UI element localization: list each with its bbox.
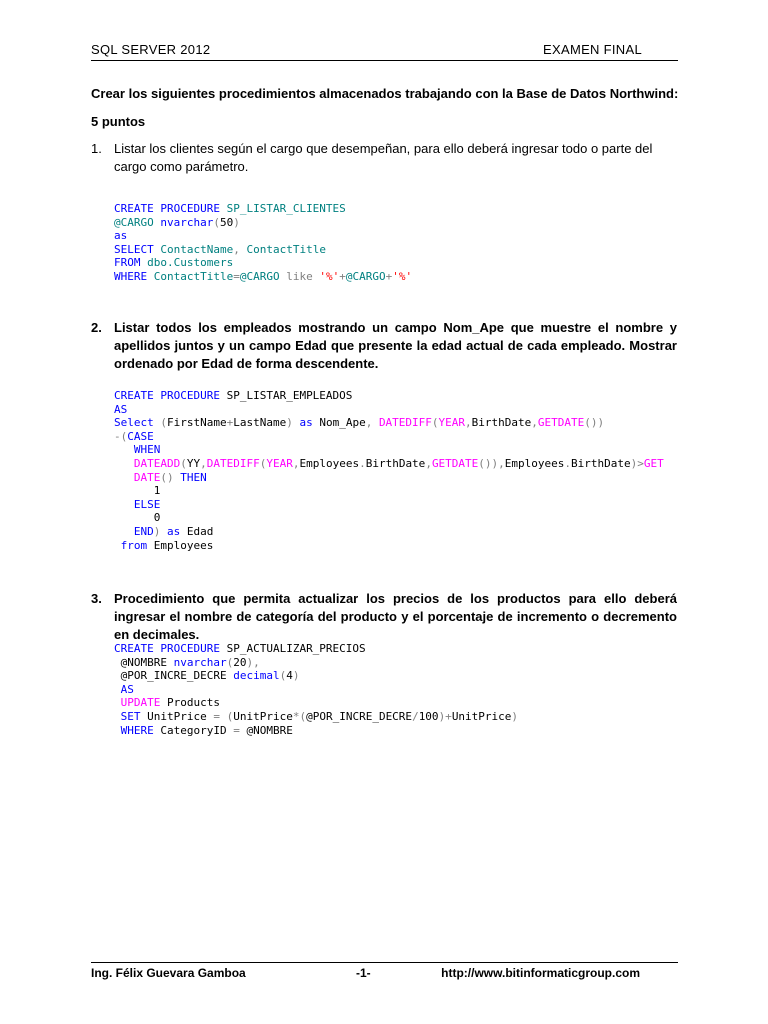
code-line bbox=[114, 656, 518, 670]
code-token: '%' bbox=[319, 269, 340, 283]
code-token: nvarchar bbox=[173, 655, 227, 669]
header-exam-title: EXAMEN FINAL bbox=[543, 42, 642, 57]
code-token: ( bbox=[160, 416, 167, 430]
code-token: ), bbox=[246, 655, 260, 669]
code-token: from bbox=[120, 538, 154, 552]
code-token: , bbox=[292, 456, 300, 470]
code-token: WHERE bbox=[120, 723, 161, 737]
code-token: '%' bbox=[392, 269, 413, 283]
code-token: CREATE PROCEDURE bbox=[114, 389, 227, 402]
code-token: FirstName bbox=[166, 416, 227, 430]
code-token: , bbox=[200, 456, 207, 470]
code-token: 100 bbox=[418, 709, 439, 723]
code-token: CategoryID bbox=[160, 723, 234, 737]
code-token: like bbox=[286, 269, 320, 283]
code-token: , bbox=[233, 242, 247, 256]
code-token: , bbox=[425, 456, 432, 470]
code-token bbox=[114, 710, 121, 723]
code-line bbox=[114, 430, 664, 444]
code-token bbox=[114, 457, 134, 470]
code-token: END bbox=[133, 524, 154, 538]
code-token: )+ bbox=[438, 709, 452, 723]
code-token: 1 bbox=[114, 484, 161, 498]
code-token bbox=[114, 498, 134, 511]
code-token bbox=[114, 443, 134, 456]
code-token: LastName bbox=[233, 416, 287, 430]
code-token: ( bbox=[259, 456, 267, 470]
code-token: @CARGO bbox=[239, 269, 287, 283]
code-token: nvarchar bbox=[160, 215, 214, 229]
code-token: . bbox=[359, 456, 366, 470]
instructions-heading: Crear los siguientes procedimientos almacenados trabajando con la Base de Datos Northwind: bbox=[91, 86, 679, 101]
code-token: @CARGO bbox=[345, 269, 386, 283]
code-token: ) bbox=[286, 416, 300, 430]
code-token: ContactName bbox=[160, 242, 234, 256]
code-line bbox=[114, 710, 518, 724]
question-number: 3. bbox=[91, 591, 102, 606]
code-token: ) bbox=[292, 669, 300, 683]
code-token: ( bbox=[213, 215, 220, 229]
code-token: GETDATE bbox=[537, 416, 585, 430]
code-line bbox=[114, 270, 412, 284]
code-token: , bbox=[531, 416, 538, 430]
question-text: Listar todos los empleados mostrando un campo Nom_Ape que muestre el nombre y apellidos juntos y un campo Edad que presente la edad actual de cada empleado. Mostrar ordenado por Edad de forma descendente. bbox=[114, 320, 677, 371]
code-token: 0 bbox=[114, 511, 161, 525]
code-token: AS bbox=[114, 402, 128, 416]
code-token: THEN bbox=[180, 470, 207, 484]
code-token: YEAR bbox=[266, 456, 293, 470]
code-line bbox=[114, 416, 664, 430]
code-token bbox=[114, 525, 134, 538]
code-token bbox=[114, 539, 121, 552]
code-token: BirthDate bbox=[571, 456, 631, 470]
code-block-2 bbox=[114, 389, 664, 552]
code-token: Select bbox=[114, 416, 161, 430]
code-token: DATEDIFF bbox=[206, 456, 260, 470]
code-token: UnitPrice bbox=[451, 709, 512, 723]
code-token: + bbox=[339, 269, 346, 283]
code-block-3 bbox=[114, 642, 518, 737]
code-token: () bbox=[160, 470, 181, 484]
code-token: SELECT bbox=[114, 242, 161, 256]
code-token: UPDATE bbox=[120, 696, 167, 710]
code-token: . bbox=[564, 456, 572, 470]
code-token: YEAR bbox=[438, 416, 466, 430]
code-line bbox=[114, 539, 664, 553]
code-token: @POR_INCRE_DECRE bbox=[306, 709, 413, 723]
code-token: DATE bbox=[133, 470, 161, 484]
code-token: CASE bbox=[127, 429, 154, 443]
code-token: ContactTitle bbox=[246, 242, 326, 256]
code-token: SET bbox=[120, 709, 148, 723]
code-token: dbo.Customers bbox=[147, 256, 234, 270]
code-token: 50 bbox=[219, 215, 234, 229]
code-token: ( bbox=[180, 456, 187, 470]
code-token: GETDATE bbox=[431, 456, 479, 470]
code-token: AS bbox=[120, 682, 134, 696]
points-label: 5 puntos bbox=[91, 114, 146, 129]
code-line bbox=[114, 683, 518, 697]
code-token: + bbox=[226, 416, 234, 430]
code-token: as bbox=[167, 524, 187, 538]
code-token: Employees bbox=[299, 456, 360, 470]
code-token: Edad bbox=[186, 524, 214, 538]
code-token bbox=[114, 471, 134, 484]
code-line bbox=[114, 243, 412, 257]
code-token: CREATE PROCEDURE bbox=[114, 642, 227, 655]
code-token: = bbox=[233, 723, 247, 737]
code-token: @CARGO bbox=[114, 215, 161, 229]
code-token: GET bbox=[643, 456, 664, 470]
code-token: Employees bbox=[504, 456, 565, 470]
code-token: *( bbox=[292, 709, 307, 723]
code-token: ()) bbox=[584, 416, 605, 430]
code-token: SP_LISTAR_CLIENTES bbox=[226, 202, 346, 215]
code-token: = ( bbox=[213, 709, 234, 723]
code-token: ) bbox=[153, 524, 167, 538]
code-token: Nom_Ape bbox=[319, 416, 366, 430]
code-token: as bbox=[299, 416, 320, 430]
code-token bbox=[114, 683, 121, 696]
footer-page-number: -1- bbox=[356, 966, 371, 980]
code-line bbox=[114, 511, 664, 525]
code-line bbox=[114, 229, 412, 243]
code-token: ()), bbox=[478, 456, 505, 470]
code-token: WHERE bbox=[114, 269, 154, 283]
code-line bbox=[114, 642, 518, 656]
code-token: SP_ACTUALIZAR_PRECIOS bbox=[226, 642, 366, 655]
code-token: DATEADD bbox=[133, 456, 181, 470]
code-token: YY bbox=[186, 456, 201, 470]
code-line bbox=[114, 525, 664, 539]
code-token: SP_LISTAR_EMPLEADOS bbox=[226, 389, 353, 402]
code-token bbox=[114, 724, 121, 737]
page-header bbox=[91, 42, 678, 61]
code-line bbox=[114, 403, 664, 417]
question-number: 1. bbox=[91, 141, 102, 156]
code-line bbox=[114, 471, 664, 485]
code-block-1 bbox=[114, 202, 412, 284]
question-text: Listar los clientes según el cargo que desempeñan, para ello deberá ingresar todo o parte del cargo como parámetro. bbox=[114, 141, 653, 174]
code-line bbox=[114, 484, 664, 498]
code-token: UnitPrice bbox=[147, 709, 214, 723]
code-line bbox=[114, 216, 412, 230]
code-token: ( bbox=[431, 416, 439, 430]
header-course-title: SQL SERVER 2012 bbox=[91, 42, 211, 57]
question-text: Procedimiento que permita actualizar los precios de los productos para ello deberá ingresar el nombre de categoría del producto y el porcentaje de incremento o decremento en decimales. bbox=[114, 591, 677, 642]
code-line bbox=[114, 389, 664, 403]
code-line bbox=[114, 498, 664, 512]
footer-url: http://www.bitinformaticgroup.com bbox=[441, 966, 640, 980]
code-token: BirthDate bbox=[365, 456, 426, 470]
code-line bbox=[114, 443, 664, 457]
code-token: BirthDate bbox=[471, 416, 532, 430]
code-line bbox=[114, 724, 518, 738]
code-token: + bbox=[385, 269, 393, 283]
code-token: ELSE bbox=[133, 497, 161, 511]
code-token: ( bbox=[279, 669, 287, 683]
code-token: ) bbox=[233, 215, 240, 229]
code-token: FROM bbox=[114, 256, 148, 270]
code-token: DATEDIFF bbox=[378, 416, 432, 430]
code-token: @POR_INCRE_DECRE bbox=[114, 669, 234, 683]
question-2 bbox=[91, 319, 677, 373]
code-line bbox=[114, 696, 518, 710]
code-token bbox=[114, 696, 121, 709]
code-token: , bbox=[465, 416, 472, 430]
code-token: UnitPrice bbox=[233, 709, 293, 723]
page-footer bbox=[91, 962, 678, 983]
question-1 bbox=[91, 140, 677, 176]
code-token: ContactTitle bbox=[153, 269, 234, 283]
code-token: )> bbox=[630, 456, 644, 470]
code-line bbox=[114, 202, 412, 216]
code-token: Employees bbox=[153, 538, 214, 552]
code-token: , bbox=[365, 416, 379, 430]
code-token: as bbox=[114, 229, 128, 243]
code-line bbox=[114, 256, 412, 270]
code-token: / bbox=[412, 709, 419, 723]
code-line bbox=[114, 669, 518, 683]
code-token: WHEN bbox=[133, 443, 161, 457]
code-token: 4 bbox=[286, 669, 293, 683]
code-line bbox=[114, 457, 664, 471]
question-3 bbox=[91, 590, 677, 644]
code-token: @NOMBRE bbox=[114, 655, 174, 669]
code-token: = bbox=[233, 269, 240, 283]
code-token: decimal bbox=[233, 669, 280, 683]
code-token: @NOMBRE bbox=[246, 723, 293, 737]
question-number: 2. bbox=[91, 320, 102, 335]
code-token: CREATE PROCEDURE bbox=[114, 202, 227, 215]
code-token: ( bbox=[226, 655, 234, 669]
code-token: ) bbox=[511, 709, 519, 723]
code-token: 20 bbox=[233, 655, 247, 669]
code-token: Products bbox=[166, 696, 220, 710]
footer-author: Ing. Félix Guevara Gamboa bbox=[91, 966, 246, 980]
code-token: -( bbox=[114, 429, 128, 443]
